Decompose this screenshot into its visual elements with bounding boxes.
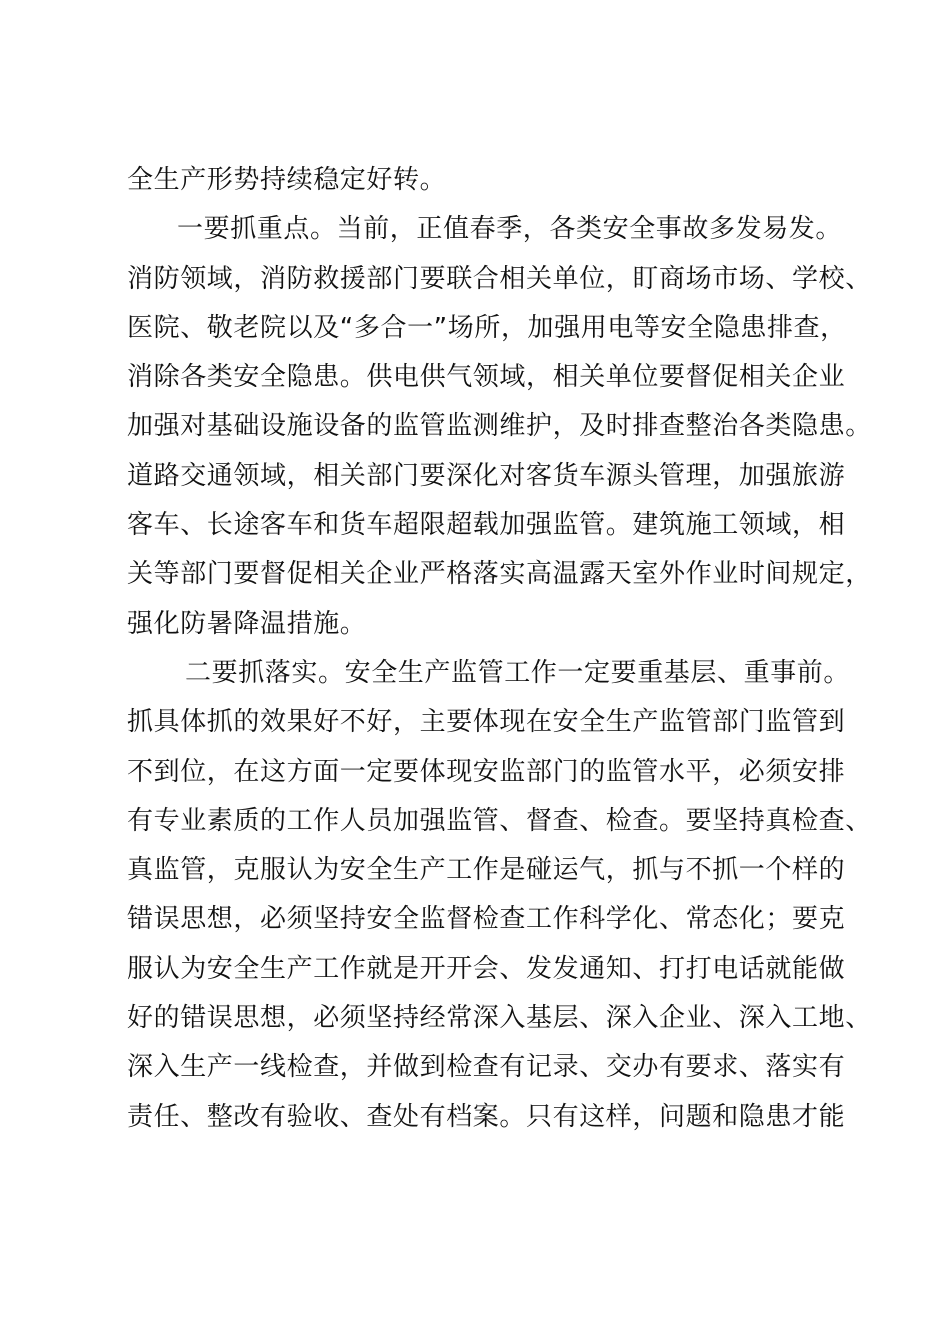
text-line: 错误思想，必须坚持安全监督检查工作科学化、常态化；要克 [127, 904, 846, 935]
text-line: 强化防暑降温措施。 [127, 608, 367, 639]
paragraph-first-line: 一要抓重点。当前，正值春季，各类安全事故多发易发。 [177, 214, 843, 245]
text-line: 服认为安全生产工作就是开开会、发发通知、打打电话就能做 [127, 953, 846, 984]
text-line: 责任、整改有验收、查处有档案。只有这样，问题和隐患才能 [127, 1101, 846, 1132]
text-line: 深入生产一线检查，并做到检查有记录、交办有要求、落实有 [127, 1052, 846, 1083]
text-line: 不到位，在这方面一定要体现安监部门的监管水平，必须安排 [127, 756, 846, 787]
text-line: 消防领域，消防救援部门要联合相关单位，盯商场市场、学校、 [127, 263, 872, 294]
text-line: 关等部门要督促相关企业严格落实高温露天室外作业时间规定， [127, 559, 872, 590]
body-text [127, 156, 872, 1142]
text-line: 医院、敬老院以及“多合一”场所，加强用电等安全隐患排查， [127, 312, 847, 343]
text-line: 真监管，克服认为安全生产工作是碰运气，抓与不抓一个样的 [127, 855, 846, 886]
paragraph-first-line: 二要抓落实。安全生产监管工作一定要重基层、重事前。 [185, 657, 851, 688]
text-line: 有专业素质的工作人员加强监管、督查、检查。要坚持真检查、 [127, 805, 872, 836]
text-line: 好的错误思想，必须坚持经常深入基层、深入企业、深入工地、 [127, 1003, 872, 1034]
text-line: 道路交通领域，相关部门要深化对客货车源头管理，加强旅游 [127, 460, 846, 491]
text-line: 消除各类安全隐患。供电供气领域，相关单位要督促相关企业 [127, 362, 846, 393]
text-line: 抓具体抓的效果好不好，主要体现在安全生产监管部门监管到 [127, 707, 846, 738]
text-line: 客车、长途客车和货车超限超载加强监管。建筑施工领域，相 [127, 510, 846, 541]
text-line: 全生产形势持续稳定好转。 [127, 165, 447, 195]
text-line: 加强对基础设施设备的监管监测维护，及时排查整治各类隐患。 [127, 411, 872, 442]
